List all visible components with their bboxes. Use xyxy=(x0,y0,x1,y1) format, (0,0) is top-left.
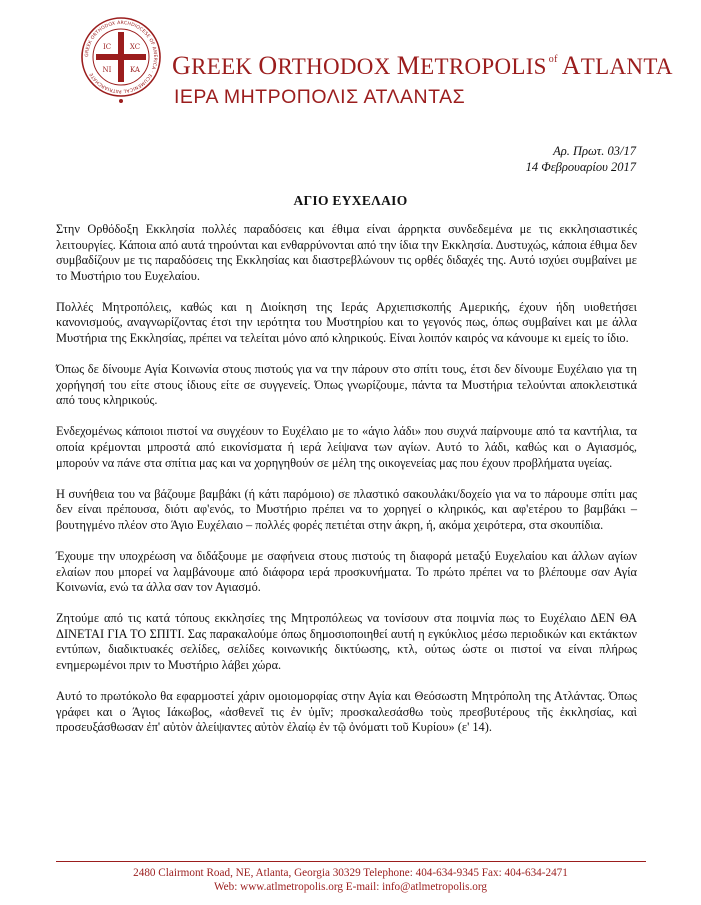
paragraph-2: Πολλές Μητροπόλεις, καθώς και η Διοίκηση της Ιεράς Αρχιεπισκοπής Αμερικής, έχουν ήδη υιοθετήσει κανονισμούς, αναγνωρίζοντας έτσι την ιερότητα του Μυστηρίου και το γεγονός πως, όπως συμβαίνει και με άλλα Μυστήρια της Εκκλησίας, πρέπει να τελείται μόνο από κληρικούς. Είναι λοιπόν καιρός να κάνουμε κι εμείς το ίδιο. xyxy=(56,299,637,346)
org-word-3-cap: M xyxy=(396,51,421,80)
document-title: ΑΓΙΟ ΕΥΧΕΛΑΙΟ xyxy=(293,193,408,208)
footer-address-phone: 2480 Clairmont Road, NE, Atlanta, Georgia 30329 Telephone: 404-634-9345 Fax: 404-634-2471 xyxy=(133,867,568,879)
seal-ring-text: GREEK ORTHODOX ARCHDIOCESE OF AMERICA · ECUMENICAL PATRIARCHATE xyxy=(84,20,158,94)
organization-name-greek: ΙΕΡΑ ΜΗΤΡΟΠΟΛΙΣ ΑΤΛΑΝΤΑΣ xyxy=(174,86,466,108)
footer-divider xyxy=(56,861,646,862)
org-word-1-cap: G xyxy=(172,51,192,80)
document-date: 14 Φεβρουαρίου 2017 xyxy=(525,160,636,174)
organization-name-english xyxy=(172,51,673,81)
org-word-2-cap: O xyxy=(258,51,278,80)
org-word-1-rest: REEK xyxy=(191,54,253,79)
org-of-superscript: of xyxy=(548,54,558,65)
org-word-4-cap: A xyxy=(561,51,581,80)
seal-ka-text: KA xyxy=(129,66,141,74)
org-word-2-rest: RTHODOX xyxy=(277,54,391,79)
seal-xc-text: XC xyxy=(129,43,141,51)
seal-ic-text: IC xyxy=(102,43,112,51)
paragraph-6: Έχουμε την υποχρέωση να διδάξουμε με σαφήνεια στους πιστούς τη διαφορά μεταξύ Ευχελαίου και άλλων αγίων ελαίων που μπορεί να λαμβάνουμε από διάφορα ιερά προσκυνήματα. Το πρώτο πρέπει να το βλέπουμε σαν Αγία Κοινωνία, ενώ τα άλλα σαν τον Αγιασμό. xyxy=(56,549,637,595)
org-word-3-rest: ETROPOLIS xyxy=(420,54,547,79)
org-word-4-rest: TLANTA xyxy=(580,54,673,79)
footer-web-email: Web: www.atlmetropolis.org E-mail: info@atlmetropolis.org xyxy=(214,881,487,893)
paragraph-8: Αυτό το πρωτόκολο θα εφαρμοστεί χάριν ομοιομορφίας στην Αγία και Θεόσωστη Μητρόπολη της Ατλάντας. Όπως γράφει και ο Άγιος Ιάκωβος, «ἀσθενεῖ τις ἐν ὑμῖν; προσκαλεσάσθω τοὺς πρεσβυτέρους τῆς ἐκκλησίας, καὶ προσευξάσθωσαν ἐπ' αὐτὸν ἀλείψαντες αὐτὸν ἐλαίῳ ἐν τῷ ὀνόματι τοῦ Κυρίου» (ε' 14). xyxy=(56,689,637,735)
paragraph-1: Στην Ορθόδοξη Εκκλησία πολλές παραδόσεις και έθιμα είναι άρρηκτα συνδεδεμένα με τις εκκλησιαστικές λειτουργίες. Κάποια από αυτά τηρούνται και ενθαρρύνονται από την ίδια την Εκκλησία. Δυστυχώς, κάποια έθιμα δεν συμβαδίζουν με τις παραδόσεις της Εκκλησίας και διαστρεβλώνουν τις ορθές διδαχές της. Αυτό ισχύει συμβαίνει με το Μυστήριο του Ευχελαίου. xyxy=(56,222,637,283)
paragraph-7: Ζητούμε από τις κατά τόπους εκκλησίες της Μητροπόλεως να τονίσουν στα ποιμνία πως το Ευχέλαιο ΔΕΝ ΘΑ ΔΙΝΕΤΑΙ ΓΙΑ ΤΟ ΣΠΙΤΙ. Σας παρακαλούμε όπως δημοσιοποιηθεί αυτή η εγκύκλιος μέσω περιοδικών και εκτάκτων εντύπων, διαδικτυακές σελίδες, σελίδες κοινωνικής δικτύωσης, κτλ, ούτως ώστε οι πιστοί να είναι πλήρως ενημερωμένοι πριν το Μυστήριο λάβει χώρα. xyxy=(56,611,637,673)
protocol-number: Αρ. Πρωτ. 03/17 xyxy=(553,144,636,158)
paragraph-3: Όπως δε δίνουμε Αγία Κοινωνία στους πιστούς για να την πάρουν στο σπίτι τους, έτσι δεν δίνουμε Ευχέλαιο για τη χορήγησή του είτε στους ίδιους είτε σε συγγενείς. Όπως γνωρίζουμε, πάντα τα Μυστήρια τελούνται αποκλειστικά από τους κληρικούς. xyxy=(56,362,637,408)
paragraph-5: Η συνήθεια του να βάζουμε βαμβάκι (ή κάτι παρόμοιο) σε πλαστικό σακουλάκι/δοχείο για να το πάρουμε σπίτι μας δεν είναι πρέπουσα, διότι αφ'ενός, το Μυστήριο πρέπει να το χορηγεί ο κληρικός, και αφ'ετέρου το βαμβάκι – βουτηγμένο πλέον στο Άγιο Ευχέλαιο – πολλές φορές πετιέται στην άκρη, ή, ακόμα χειρότερα, στα σκουπίδια. xyxy=(56,486,637,532)
paragraph-4: Ενδεχομένως κάποιοι πιστοί να συγχέουν το Ευχέλαιο με το «άγιο λάδι» που συχνά παίρνουμε από τα καντήλια, τα οποία κρέμονται μπροστά από εικονίσματα ή ιερά λείψανα των αγίων. Αυτό το λάδι, καθώς και ο Αγιασμός, μπορούν να πάνε στα σπίτια μας και να χορηγηθούν σε μέλη της οικογενείας μας που έχουν προβλήματα υγείας. xyxy=(56,424,637,470)
seal-ni-text: NI xyxy=(102,66,112,74)
metropolis-seal-logo xyxy=(80,6,162,108)
reference-block xyxy=(526,143,636,175)
footer-contact xyxy=(0,866,701,894)
letter-body xyxy=(56,222,637,751)
